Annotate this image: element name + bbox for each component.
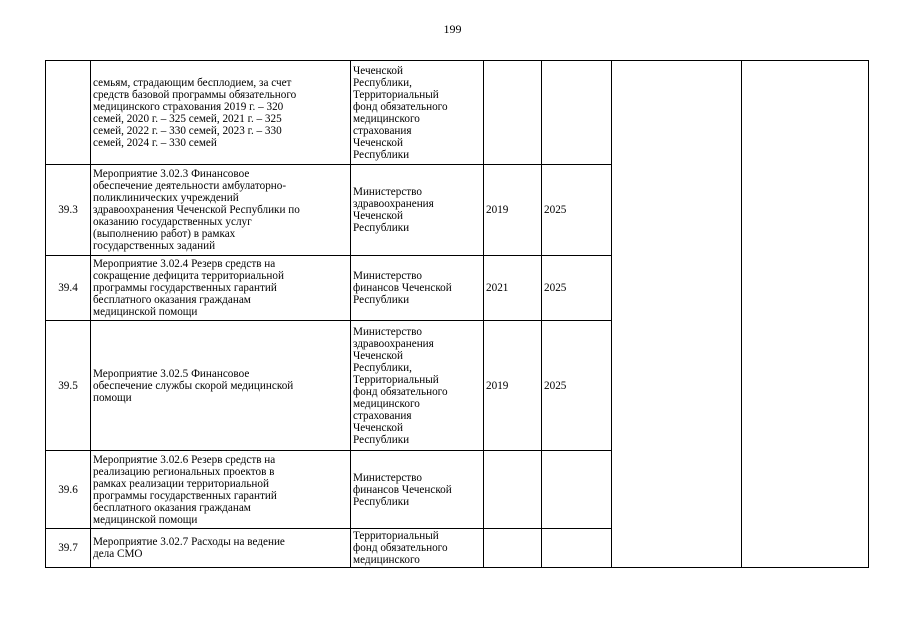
program-table xyxy=(45,60,869,568)
row-executor: Чеченской Республики, Территориальный фонд обязательного медицинского страхования Чеченской Республики xyxy=(351,61,484,165)
row-start-year xyxy=(484,529,542,568)
row-number: 39.4 xyxy=(46,256,91,321)
empty-cell xyxy=(612,61,742,568)
row-start-year xyxy=(484,451,542,529)
row-executor: Министерство здравоохранения Чеченской Республики xyxy=(351,165,484,256)
row-end-year: 2025 xyxy=(542,165,612,256)
row-description: Мероприятие 3.02.7 Расходы на ведение дела СМО xyxy=(91,529,351,568)
row-executor: Территориальный фонд обязательного медицинского xyxy=(351,529,484,568)
row-number: 39.7 xyxy=(46,529,91,568)
row-description: Мероприятие 3.02.3 Финансовое обеспечение деятельности амбулаторно- поликлинических учреждений здравоохранения Чеченской Республики по оказанию государственных услуг (выполнению работ) в рамках государственных заданий xyxy=(91,165,351,256)
row-number: 39.6 xyxy=(46,451,91,529)
row-start-year: 2019 xyxy=(484,165,542,256)
row-end-year: 2025 xyxy=(542,321,612,451)
row-executor: Министерство финансов Чеченской Республики xyxy=(351,451,484,529)
row-end-year xyxy=(542,451,612,529)
row-start-year: 2019 xyxy=(484,321,542,451)
row-description: Мероприятие 3.02.6 Резерв средств на реализацию региональных проектов в рамках реализации территориальной программы государственных гарантий бесплатного оказания гражданам медицинской помощи xyxy=(91,451,351,529)
row-description: семьям, страдающим бесплодием, за счет средств базовой программы обязательного медицинского страхования 2019 г. – 320 семей, 2020 г. – 325 семей, 2021 г. – 325 семей, 2022 г. – 330 семей, 2023 г. – 330 семей, 2024 г. – 330 семей xyxy=(91,61,351,165)
row-number: 39.3 xyxy=(46,165,91,256)
row-executor: Министерство финансов Чеченской Республики xyxy=(351,256,484,321)
table-row xyxy=(46,61,869,165)
empty-cell xyxy=(742,61,869,568)
row-description: Мероприятие 3.02.5 Финансовое обеспечение службы скорой медицинской помощи xyxy=(91,321,351,451)
row-executor: Министерство здравоохранения Чеченской Республики, Территориальный фонд обязательного медицинского страхования Чеченской Республики xyxy=(351,321,484,451)
page-number: 199 xyxy=(443,22,462,36)
row-end-year: 2025 xyxy=(542,256,612,321)
row-end-year xyxy=(542,61,612,165)
row-description: Мероприятие 3.02.4 Резерв средств на сокращение дефицита территориальной программы государственных гарантий бесплатного оказания гражданам медицинской помощи xyxy=(91,256,351,321)
row-end-year xyxy=(542,529,612,568)
row-number: 39.5 xyxy=(46,321,91,451)
row-number xyxy=(46,61,91,165)
row-start-year: 2021 xyxy=(484,256,542,321)
row-start-year xyxy=(484,61,542,165)
